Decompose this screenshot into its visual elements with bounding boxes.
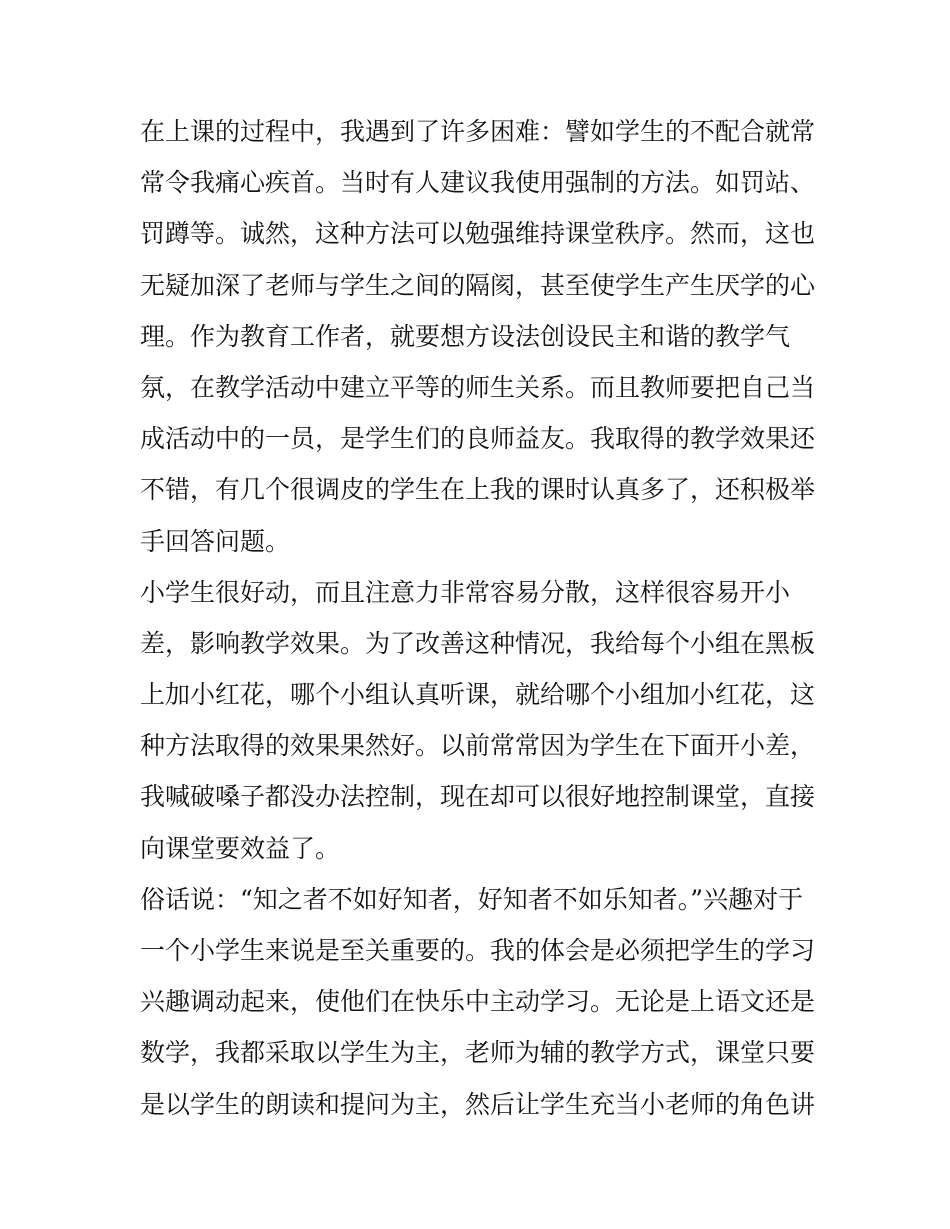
text-line: 罚蹲等。诚然，这种方法可以勉强维持课堂秩序。然而，这也 [140, 219, 816, 249]
paragraph-2 [140, 567, 820, 874]
text-line: 小学生很好动，而且注意力非常容易分散，这样很容易开小 [140, 577, 791, 607]
text-line: 常令我痛心疾首。当时有人建议我使用强制的方法。如罚站、 [140, 168, 816, 198]
text-line: 我喊破嗓子都没办法控制，现在却可以很好地控制课堂，直接 [140, 782, 816, 812]
text-line: 是以学生的朗读和提问为主，然后让学生充当小老师的角色讲 [140, 1089, 816, 1119]
text-line: 一个小学生来说是至关重要的。我的体会是必须把学生的学习 [140, 936, 816, 965]
text-line: 成活动中的一员，是学生们的良师益友。我取得的教学效果还 [140, 424, 816, 454]
text-line: 在上课的过程中，我遇到了许多困难：譬如学生的不配合就常 [140, 117, 816, 146]
text-line: 手回答问题。 [140, 526, 291, 556]
text-line: 向课堂要效益了。 [140, 833, 341, 863]
paragraph-3 [140, 874, 820, 1130]
text-line: 数学，我都采取以学生为主，老师为辅的教学方式，课堂只要 [140, 1038, 816, 1068]
text-line: 兴趣调动起来，使他们在快乐中主动学习。无论是上语文还是 [140, 987, 816, 1017]
document-body [140, 106, 820, 1130]
text-line: 上加小红花，哪个小组认真听课，就给哪个小组加小红花，这 [140, 680, 816, 710]
text-line: 种方法取得的效果果然好。以前常常因为学生在下面开小差， [140, 731, 816, 761]
text-line: 理。作为教育工作者，就要想方设法创设民主和谐的教学气 [140, 321, 791, 351]
paragraph-1 [140, 106, 820, 567]
text-line: 差，影响教学效果。为了改善这种情况，我给每个小组在黑板 [140, 628, 816, 658]
text-line: 无疑加深了老师与学生之间的隔阂，甚至使学生产生厌学的心 [140, 270, 816, 300]
text-line: 俗话说：“知之者不如好知者，好知者不如乐知者。”兴趣对于 [140, 884, 804, 914]
text-line: 不错，有几个很调皮的学生在上我的课时认真多了，还积极举 [140, 475, 816, 505]
text-line: 氛，在教学活动中建立平等的师生关系。而且教师要把自己当 [140, 372, 816, 402]
